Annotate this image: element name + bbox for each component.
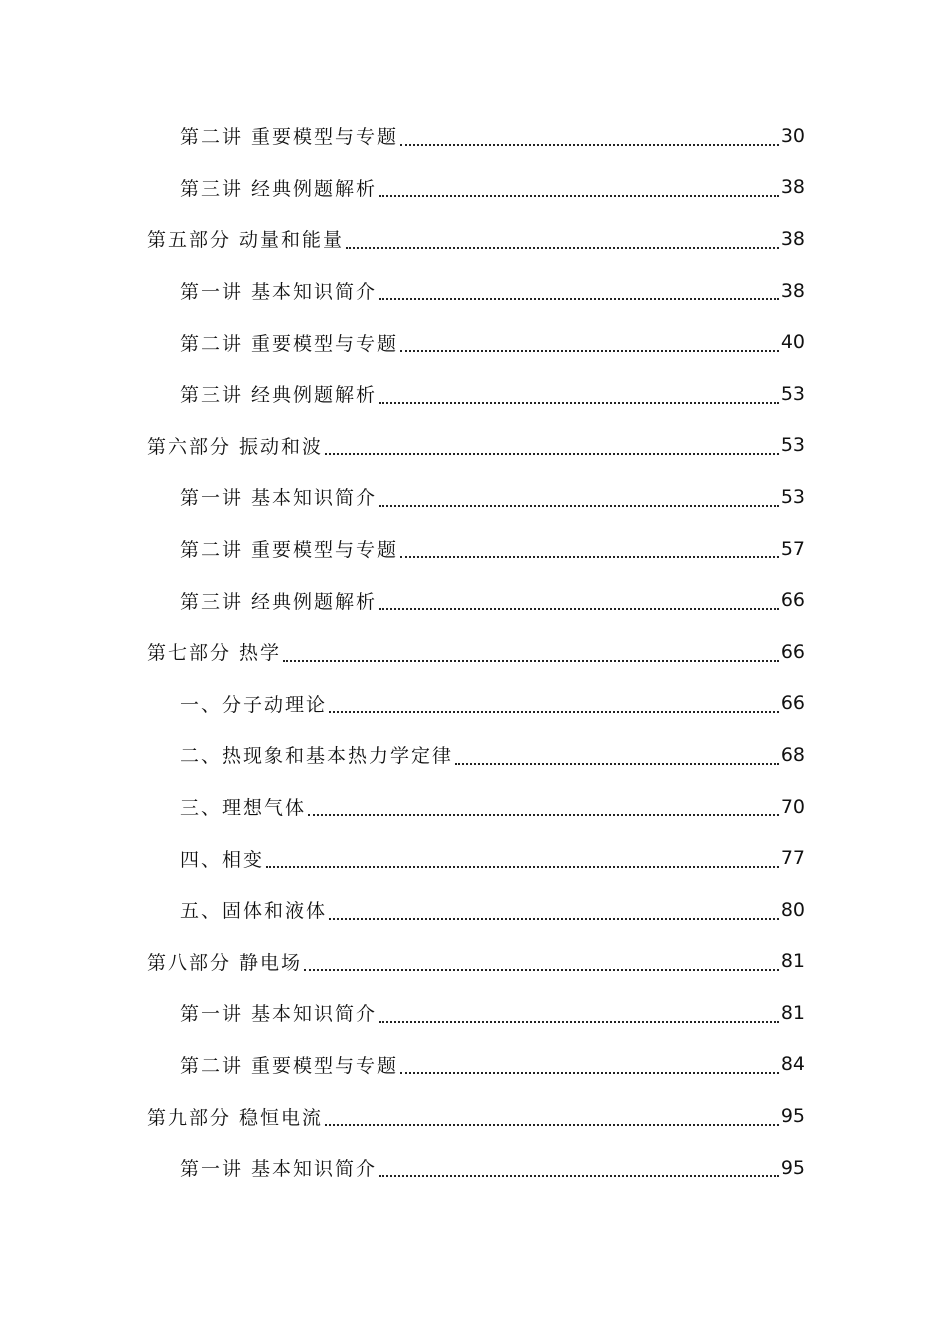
toc-dot-leader — [379, 607, 779, 610]
toc-dot-leader — [379, 194, 779, 197]
toc-entry-title: 第二讲 重要模型与专题 — [180, 539, 399, 562]
toc-dot-leader — [329, 917, 779, 920]
toc-entry-title: 四、相变 — [180, 848, 265, 871]
toc-page-number: 81 — [780, 1001, 805, 1024]
toc-dot-leader — [400, 1071, 779, 1074]
table-of-contents — [0, 110, 950, 1193]
toc-dot-leader — [308, 813, 779, 816]
toc-entry-title: 第五部分 动量和能量 — [147, 229, 345, 252]
toc-dot-leader — [379, 401, 779, 404]
toc-page-number: 77 — [780, 847, 805, 870]
toc-page-number: 66 — [780, 692, 805, 715]
toc-page-number: 66 — [780, 589, 805, 612]
toc-entry-title: 第二讲 重要模型与专题 — [180, 126, 399, 149]
toc-entry-title: 第二讲 重要模型与专题 — [180, 332, 399, 355]
toc-page-number: 57 — [780, 537, 805, 560]
toc-page-number: 66 — [780, 640, 805, 663]
toc-entry-title: 第一讲 基本知识简介 — [180, 487, 378, 510]
toc-entry[interactable] — [0, 265, 950, 317]
toc-entry[interactable] — [0, 729, 950, 781]
toc-page-number: 53 — [780, 382, 805, 405]
toc-page-number: 81 — [780, 950, 805, 973]
toc-entry-title: 第三讲 经典例题解析 — [180, 384, 378, 407]
toc-page-number: 53 — [780, 434, 805, 457]
toc-entry[interactable] — [0, 1142, 950, 1194]
toc-entry-title: 第二讲 重要模型与专题 — [180, 1054, 399, 1077]
toc-entry[interactable] — [0, 626, 950, 678]
toc-dot-leader — [379, 504, 779, 507]
toc-entry-title: 第七部分 热学 — [147, 642, 282, 665]
toc-page-number: 40 — [780, 331, 805, 354]
toc-entry-title: 三、理想气体 — [180, 797, 307, 820]
toc-dot-leader — [379, 297, 779, 300]
toc-dot-leader — [325, 452, 779, 455]
toc-entry-title: 第一讲 基本知识简介 — [180, 281, 378, 304]
toc-dot-leader — [304, 968, 779, 971]
toc-entry[interactable] — [0, 884, 950, 936]
toc-page-number: 84 — [780, 1053, 805, 1076]
toc-entry-title: 五、固体和液体 — [180, 900, 328, 923]
toc-entry[interactable] — [0, 1090, 950, 1142]
toc-dot-leader — [400, 143, 779, 146]
toc-entry[interactable] — [0, 471, 950, 523]
toc-entry-title: 一、分子动理论 — [180, 693, 328, 716]
toc-entry-title: 第一讲 基本知识简介 — [180, 1158, 378, 1181]
toc-dot-leader — [346, 246, 779, 249]
toc-dot-leader — [329, 710, 779, 713]
toc-entry[interactable] — [0, 316, 950, 368]
toc-entry[interactable] — [0, 110, 950, 162]
toc-dot-leader — [283, 659, 779, 662]
toc-page-number: 38 — [780, 279, 805, 302]
toc-dot-leader — [400, 349, 779, 352]
toc-entry[interactable] — [0, 678, 950, 730]
toc-entry-title: 第三讲 经典例题解析 — [180, 590, 378, 613]
toc-page-number: 95 — [780, 1105, 805, 1128]
toc-page-number: 95 — [780, 1156, 805, 1179]
toc-dot-leader — [325, 1123, 779, 1126]
toc-entry-title: 第六部分 振动和波 — [147, 435, 324, 458]
toc-entry[interactable] — [0, 987, 950, 1039]
toc-page-number: 53 — [780, 485, 805, 508]
toc-entry-title: 第三讲 经典例题解析 — [180, 177, 378, 200]
toc-dot-leader — [455, 762, 779, 765]
toc-page-number: 30 — [780, 124, 805, 147]
toc-entry[interactable] — [0, 213, 950, 265]
toc-entry[interactable] — [0, 574, 950, 626]
toc-page-number: 70 — [780, 795, 805, 818]
toc-page-number: 68 — [780, 743, 805, 766]
toc-dot-leader — [379, 1174, 779, 1177]
toc-entry[interactable] — [0, 1039, 950, 1091]
toc-entry-title: 二、热现象和基本热力学定律 — [180, 745, 454, 768]
toc-entry[interactable] — [0, 162, 950, 214]
toc-entry[interactable] — [0, 781, 950, 833]
toc-page-number: 38 — [780, 176, 805, 199]
toc-entry[interactable] — [0, 523, 950, 575]
toc-dot-leader — [379, 1020, 779, 1023]
toc-dot-leader — [400, 555, 779, 558]
toc-entry[interactable] — [0, 936, 950, 988]
toc-page-number: 38 — [780, 227, 805, 250]
toc-entry-title: 第九部分 稳恒电流 — [147, 1106, 324, 1129]
toc-entry[interactable] — [0, 832, 950, 884]
toc-dot-leader — [266, 865, 779, 868]
toc-page-number: 80 — [780, 898, 805, 921]
toc-entry-title: 第一讲 基本知识简介 — [180, 1003, 378, 1026]
toc-entry-title: 第八部分 静电场 — [147, 951, 303, 974]
toc-entry[interactable] — [0, 368, 950, 420]
toc-entry[interactable] — [0, 420, 950, 472]
